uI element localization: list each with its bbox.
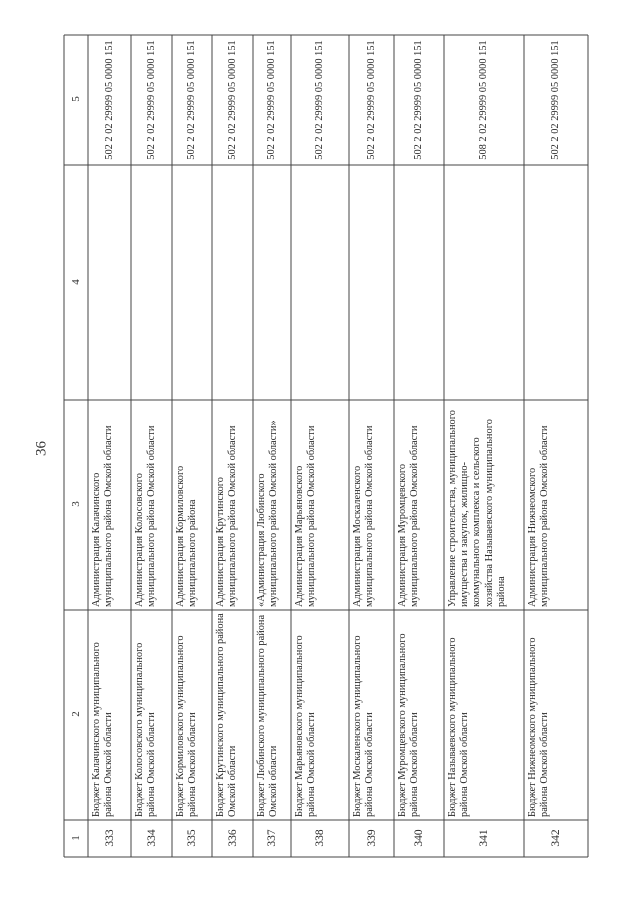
administrator-cell: Администрация Нижнеомского муниципального района Омской области — [527, 425, 551, 607]
budget-code-cell: 502 2 02 29999 05 0000 151 — [314, 40, 325, 160]
budget-code-cell: 502 2 02 29999 05 0000 151 — [550, 40, 561, 160]
budget-code-cell: 502 2 02 29999 05 0000 151 — [186, 40, 197, 160]
budget-code-cell: 508 2 02 29999 05 0000 151 — [478, 40, 489, 160]
recipient-cell: Бюджет Колосовского муниципального района Омской области — [134, 642, 158, 817]
administrator-cell: Администрация Кормиловского муниципального района — [175, 465, 199, 607]
recipient-cell: Бюджет Муромцевского муниципального района Омской области — [397, 633, 421, 817]
column-header-2: 2 — [70, 711, 82, 717]
administrator-cell: Администрация Муромцевского муниципального района Омской области — [397, 425, 421, 607]
administrator-cell: Управление строительства, муниципального имущества и закупок, жилищно-коммунального комплекса и сельского хозяйства Называевского муниципального района — [447, 410, 507, 607]
administrator-cell: Администрация Крутинского муниципального района Омской области — [215, 425, 239, 607]
page-number: 36 — [33, 441, 50, 456]
recipient-cell: Бюджет Марьяновского муниципального района Омской области — [294, 635, 318, 817]
administrator-cell: «Администрация Любинского муниципального района Омской области» — [256, 420, 280, 607]
budget-code-cell: 502 2 02 29999 05 0000 151 — [226, 40, 238, 160]
row-number: 336 — [226, 828, 239, 847]
recipient-cell: Бюджет Нижнеомского муниципального района Омской области — [527, 637, 551, 817]
recipient-cell: Бюджет Любинского муниципального района Омской области — [256, 614, 280, 817]
budget-code-cell: 502 2 02 29999 05 0000 151 — [413, 40, 424, 160]
row-number: 342 — [550, 828, 562, 847]
budget-code-cell: 502 2 02 29999 05 0000 151 — [266, 40, 277, 160]
row-number: 341 — [478, 828, 490, 847]
row-number: 335 — [186, 828, 198, 847]
administrator-cell: Администрация Марьяновского муниципального района Омской области — [294, 425, 318, 607]
row-number: 334 — [145, 828, 158, 847]
row-number: 338 — [314, 828, 326, 847]
administrator-cell: Администрация Калачинского муниципального района Омской области — [91, 425, 115, 607]
row-number: 333 — [103, 828, 116, 847]
row-number: 339 — [365, 828, 378, 847]
administrator-cell: Администрация Москаленского муниципального района Омской области — [352, 425, 376, 607]
administrator-cell: Администрация Колосовского муниципального района Омской области — [134, 425, 158, 607]
column-header-5: 5 — [70, 96, 82, 102]
recipient-cell: Бюджет Крутинского муниципального района Омской области — [215, 613, 239, 817]
row-number: 337 — [266, 828, 278, 847]
column-header-1: 1 — [70, 834, 82, 841]
column-header-4: 4 — [70, 278, 82, 285]
budget-code-cell: 502 2 02 29999 05 0000 151 — [145, 40, 157, 160]
recipient-cell: Бюджет Калачинского муниципального района Омской области — [91, 642, 115, 817]
recipient-cell: Бюджет Кормиловского муниципального района Омской области — [175, 635, 199, 817]
budget-code-cell: 502 2 02 29999 05 0000 151 — [103, 40, 115, 160]
row-number: 340 — [413, 828, 425, 847]
column-header-3: 3 — [70, 501, 82, 507]
budget-code-cell: 502 2 02 29999 05 0000 151 — [365, 40, 377, 160]
recipient-cell: Бюджет Москаленского муниципального района Омской области — [352, 635, 376, 817]
recipient-cell: Бюджет Называевского муниципального района Омской области — [447, 637, 471, 817]
budget-table — [64, 35, 588, 857]
